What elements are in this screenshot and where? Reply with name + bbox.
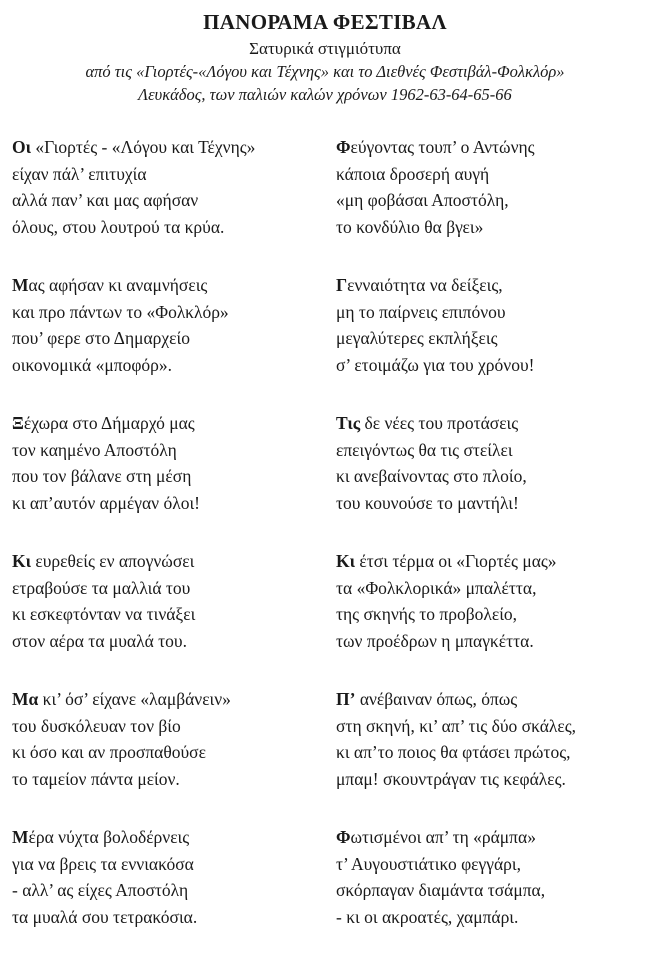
poem-line [336,410,646,437]
stanza-initial: Τις [336,413,361,433]
poem-line: μη το παίρνεις επιπόνου [336,301,506,322]
stanza-initial: Οι [12,137,32,157]
stanza-first-line-text: εύγοντας τουπ’ ο Αντώνης [350,137,535,157]
poem-line [336,272,646,299]
poem-line [12,548,322,575]
stanza-initial: Π’ [336,689,356,709]
stanza-first-line-text: έρα νύχτα βολοδέρνεις [28,827,190,847]
stanza-first-line-text: ας αφήσαν κι αναμνήσεις [28,275,208,295]
poem-line: όλους, στου λουτρού τα κρύα. [12,216,225,237]
poem-line [12,410,322,437]
poem-line: αλλά παν’ και μας αφήσαν [12,190,199,210]
stanza-initial: Μ [12,275,29,295]
stanza-first-line-text: ευρεθείς εν απογνώσει [31,551,195,571]
poem-line: - κι οι ακροατές, χαμπάρι. [336,906,519,927]
page-header [0,8,650,106]
poem-line [336,548,646,575]
poem-line: στη σκηνή, κι’ απ’ τις δύο σκάλες, [336,715,577,736]
stanza-first-line-text: «Γιορτές - «Λόγου και Τέχνης» [31,137,256,157]
poem-line: που’ φερε στο Δημαρχείο [12,328,190,348]
poem-line [336,686,646,713]
poem-line: ετραβούσε τα μαλλιά του [12,577,191,598]
stanza-initial: Μα [12,689,39,709]
poem-line: τα «Φολκλορικά» μπαλέττα, [336,577,537,598]
poem-line [336,824,646,851]
stanza-initial: Ξ [12,413,24,433]
stanza-initial: Μ [12,827,29,847]
stanza-first-line-text: ενναιότητα να δείξεις, [347,275,503,295]
stanza [12,410,322,516]
stanza [336,686,646,792]
poem-line: των προέδρων η μπαγκέττα. [336,630,534,651]
poem-line: τον καημένο Αποστόλη [12,439,177,460]
poem-line: είχαν πάλ’ επιτυχία [12,163,147,184]
poem-line: κι εσκεφτόνταν να τινάξει [12,604,196,624]
page-subtitle-line-3: Λευκάδος, των παλιών καλών χρόνων 1962-63-64-65-66 [138,85,512,104]
stanza-first-line-text: ανέβαιναν όπως, όπως [355,689,518,709]
page-subtitle-line-2: από τις «Γιορτές-«Λόγου και Τέχνης» και το Διεθνές Φεστιβάλ-Φολκλόρ» [85,62,565,81]
stanza [336,272,646,378]
page-title: ΠΑΝΟΡΑΜΑ ΦΕΣΤΙΒΑΛ [203,10,447,34]
poem-line: κάποια δροσερή αυγή [336,163,490,184]
stanza [336,410,646,516]
stanza-initial: Κι [336,551,356,571]
poem-line: οικονομικά «μποφόρ». [12,354,173,375]
poem-line [336,134,646,161]
stanza-initial: Φ [336,827,351,847]
stanza-first-line-text: κι’ όσ’ είχανε «λαμβάνειν» [38,689,231,709]
stanza [12,272,322,378]
poem-line: στον αέρα τα μυαλά του. [12,630,187,651]
poem-line: κι απ’αυτόν αρμέγαν όλοι! [12,492,200,513]
poem-line: μπαμ! σκουντράγαν τις κεφάλες. [336,768,566,789]
stanza-initial: Φ [336,137,351,157]
stanza [12,824,322,930]
poem-line: μεγαλύτερες εκπλήξεις [336,328,498,348]
poem-line: του δυσκόλευαν τον βίο [12,715,181,736]
poem-line: του κουνούσε το μαντήλι! [336,492,519,513]
poem-line: κι ανεβαίνοντας στο πλοίο, [336,466,527,486]
poem-line: - αλλ’ ας είχες Αποστόλη [12,880,189,900]
poem-line [12,134,322,161]
stanza-first-line-text: έτσι τέρμα οι «Γιορτές μας» [355,551,557,571]
poem-line: σκόρπαγαν διαμάντα τσάμπα, [336,880,546,900]
poem-line: τα μυαλά σου τετρακόσια. [12,906,198,927]
poem-line: το ταμείον πάντα μείον. [12,768,180,789]
poem-line: που τον βάλανε στη μέση [12,466,192,486]
stanza [336,548,646,654]
stanza-first-line-text: δε νέες του προτάσεις [360,413,519,433]
poem-column-right [336,134,646,962]
stanza [12,134,322,240]
poem-line: τ’ Αυγουστιάτικο φεγγάρι, [336,853,521,874]
poem-line: «μη φοβάσαι Αποστόλη, [336,190,509,210]
stanza [336,134,646,240]
poem-line [12,686,322,713]
stanza [12,686,322,792]
stanza-initial: Κι [12,551,32,571]
poem-line [12,272,322,299]
page-subtitle: Σατυρικά στιγμιότυπα [249,39,401,58]
stanza-first-line-text: έχωρα στο Δήμαρχό μας [23,413,195,433]
stanza-first-line-text: ωτισμένοι απ’ τη «ράμπα» [350,827,536,847]
poem-line: της σκηνής το προβολείο, [336,604,518,624]
poem-line: κι απ’το ποιος θα φτάσει πρώτος, [336,742,571,762]
poem-line: και προ πάντων το «Φολκλόρ» [12,301,229,322]
poem-line: κι όσο και αν προσπαθούσε [12,742,206,762]
poem-line: σ’ ετοιμάζω για του χρόνου! [336,354,535,375]
poem-line: το κονδύλιο θα βγει» [336,216,484,237]
poem-line [12,824,322,851]
stanza-initial: Γ [336,275,348,295]
poem-line: επειγόντως θα τις στείλει [336,439,513,460]
poem-line: για να βρεις τα εννιακόσα [12,853,194,874]
stanza [336,824,646,930]
stanza [12,548,322,654]
poem-column-left [12,134,322,962]
